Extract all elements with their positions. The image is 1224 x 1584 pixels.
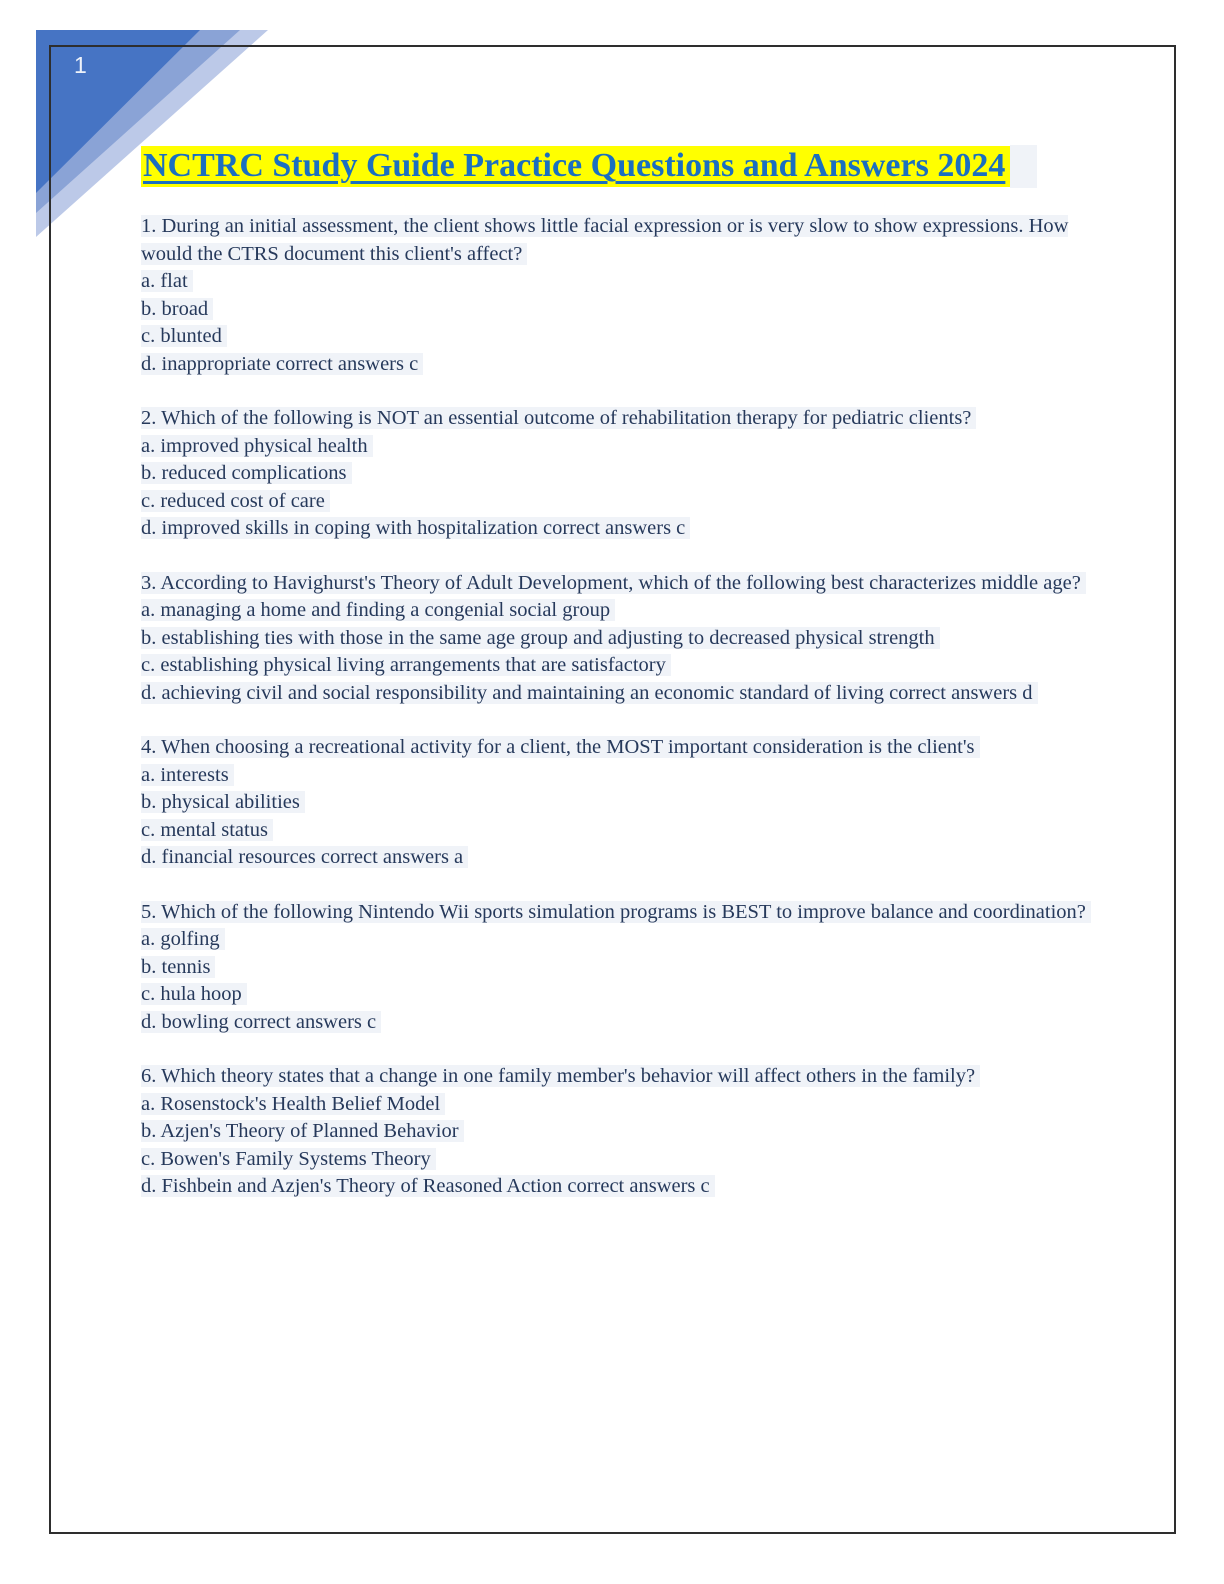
question-1-option-d-line <box>141 351 1091 379</box>
question-block-3 <box>141 570 1091 708</box>
question-4-option-b: b. physical abilities <box>141 791 305 813</box>
question-2-option-d-line <box>141 515 1091 543</box>
question-3-option-b-line <box>141 625 1091 653</box>
question-1-option-d: d. inappropriate correct answers c <box>141 353 423 375</box>
question-4-option-a-line <box>141 762 1091 790</box>
document-title <box>141 143 1091 188</box>
title-highlight-text: NCTRC Study Guide Practice Questions and Answers 2024 <box>141 146 1010 187</box>
question-5-option-c: c. hula hoop <box>141 983 247 1005</box>
question-5-line <box>141 899 1091 927</box>
question-3-line <box>141 570 1091 598</box>
question-5-option-a: a. golfing <box>141 928 225 950</box>
page-number: 1 <box>74 52 87 78</box>
question-3-option-b: b. establishing ties with those in the same age group and adjusting to decreased physical strength <box>141 627 940 649</box>
question-1-text: 1. During an initial assessment, the client shows little facial expression or is very slow to show expressions. How would the CTRS document this client's affect? <box>141 215 1069 265</box>
question-6-line <box>141 1063 1091 1091</box>
question-3-option-c-line <box>141 652 1091 680</box>
question-2-option-b: b. reduced complications <box>141 462 352 484</box>
question-5-option-a-line <box>141 926 1091 954</box>
question-2-option-b-line <box>141 460 1091 488</box>
question-6-option-d-line <box>141 1173 1091 1201</box>
question-1-option-c-line <box>141 323 1091 351</box>
question-4-text: 4. When choosing a recreational activity for a client, the MOST important consideration is the client's <box>141 736 980 758</box>
question-block-1 <box>141 213 1091 378</box>
question-6-option-c: c. Bowen's Family Systems Theory <box>141 1148 436 1170</box>
question-4-option-c-line <box>141 817 1091 845</box>
question-1-line <box>141 213 1091 268</box>
question-4-option-c: c. mental status <box>141 819 273 841</box>
question-2-option-d: d. improved skills in coping with hospitalization correct answers c <box>141 517 690 539</box>
question-5-option-b-line <box>141 954 1091 982</box>
question-5-option-b: b. tennis <box>141 956 215 978</box>
question-2-option-a-line <box>141 433 1091 461</box>
question-3-option-d-line <box>141 680 1091 708</box>
question-1-option-b-line <box>141 296 1091 324</box>
question-6-option-a: a. Rosenstock's Health Belief Model <box>141 1093 445 1115</box>
question-3-option-c: c. establishing physical living arrangements that are satisfactory <box>141 654 671 676</box>
question-6-option-b-line <box>141 1118 1091 1146</box>
title-tail-highlight <box>1010 145 1037 188</box>
question-6-option-d: d. Fishbein and Azjen's Theory of Reasoned Action correct answers c <box>141 1175 715 1197</box>
question-5-text: 5. Which of the following Nintendo Wii sports simulation programs is BEST to improve balance and coordination? <box>141 901 1091 923</box>
question-3-text: 3. According to Havighurst's Theory of Adult Development, which of the following best characterizes middle age? <box>141 572 1086 594</box>
question-3-option-a-line <box>141 597 1091 625</box>
question-4-line <box>141 734 1091 762</box>
question-2-line <box>141 405 1091 433</box>
question-6-option-b: b. Azjen's Theory of Planned Behavior <box>141 1120 464 1142</box>
question-4-option-d: d. financial resources correct answers a <box>141 846 468 868</box>
question-1-option-c: c. blunted <box>141 325 227 347</box>
question-5-option-c-line <box>141 981 1091 1009</box>
question-block-2 <box>141 405 1091 543</box>
question-2-option-c-line <box>141 488 1091 516</box>
question-5-option-d-line <box>141 1009 1091 1037</box>
question-4-option-d-line <box>141 844 1091 872</box>
question-6-text: 6. Which theory states that a change in one family member's behavior will affect others in the family? <box>141 1065 980 1087</box>
question-1-option-a: a. flat <box>141 270 193 292</box>
question-3-option-a: a. managing a home and finding a congenial social group <box>141 599 615 621</box>
question-6-option-c-line <box>141 1146 1091 1174</box>
question-4-option-b-line <box>141 789 1091 817</box>
question-2-option-c: c. reduced cost of care <box>141 490 330 512</box>
question-1-option-a-line <box>141 268 1091 296</box>
question-block-4 <box>141 734 1091 872</box>
question-2-text: 2. Which of the following is NOT an essential outcome of rehabilitation therapy for pediatric clients? <box>141 407 976 429</box>
question-1-option-b: b. broad <box>141 298 213 320</box>
question-block-5 <box>141 899 1091 1037</box>
question-2-option-a: a. improved physical health <box>141 435 373 457</box>
question-6-option-a-line <box>141 1091 1091 1119</box>
question-4-option-a: a. interests <box>141 764 234 786</box>
question-block-6 <box>141 1063 1091 1201</box>
question-5-option-d: d. bowling correct answers c <box>141 1011 381 1033</box>
document-body <box>141 143 1091 1228</box>
question-3-option-d: d. achieving civil and social responsibility and maintaining an economic standard of living correct answers d <box>141 682 1038 704</box>
